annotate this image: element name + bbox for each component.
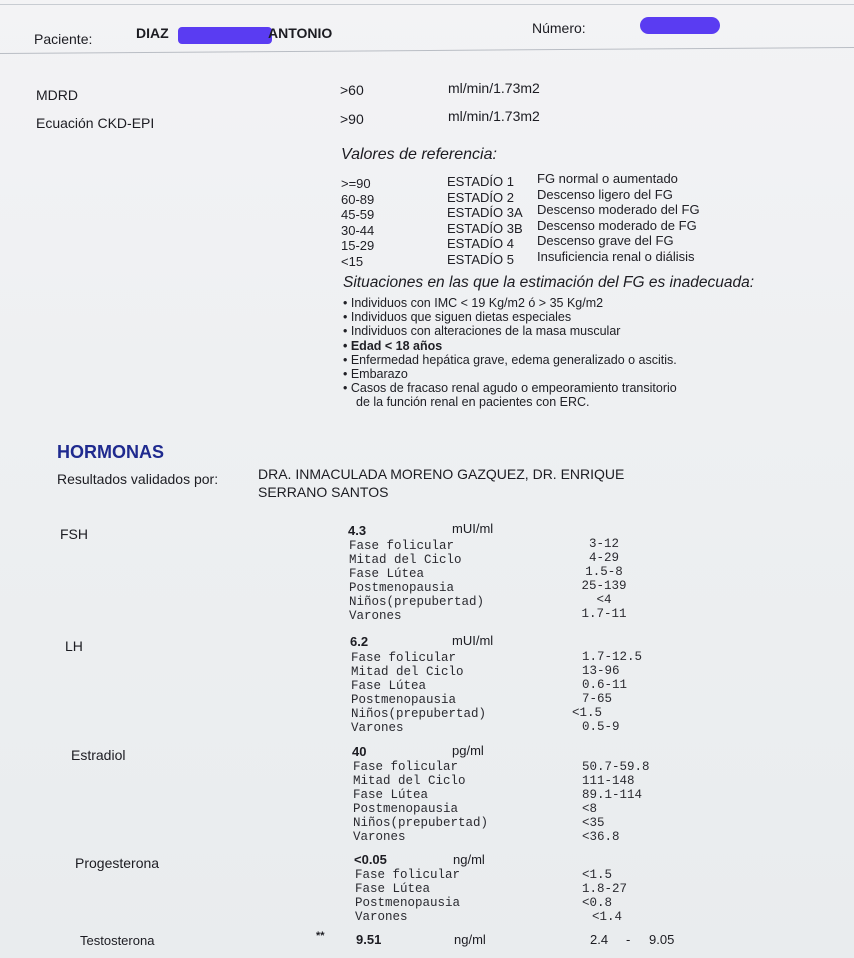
range-value: 89.1-114 (582, 788, 643, 802)
stage-description: Descenso ligero del FG (537, 186, 673, 202)
test-name-estradiol: Estradiol (71, 747, 126, 763)
mdrd-value: >60 (340, 82, 364, 98)
stage-descriptions (537, 171, 700, 264)
stage-name: ESTADÍO 1 (447, 174, 514, 189)
test-value-lh: 6.2 (350, 634, 369, 649)
number-label: Número: (532, 20, 586, 36)
range-value: 1.8-27 (582, 882, 628, 896)
range-value: <8 (582, 802, 598, 816)
ckd-label: Ecuación CKD-EPI (36, 115, 155, 131)
phase-label: Niños(prepubertad) (349, 595, 485, 609)
out-of-range-flag: ** (316, 930, 325, 942)
situation-item: • Casos de fracaso renal agudo o empeoramiento transitorio (343, 381, 677, 396)
stage-range: 15-29 (341, 238, 375, 253)
phase-label: Postmenopausia (353, 802, 459, 816)
phase-label: Postmenopausia (355, 896, 461, 910)
range-value: <0.8 (582, 896, 613, 910)
stage-name: ESTADÍO 5 (447, 251, 514, 267)
stage-description: FG normal o aumentado (537, 171, 678, 186)
stage-names (447, 174, 523, 267)
situations-list (343, 296, 677, 410)
range-value: 25-139 (581, 579, 627, 593)
test-value-estradiol: 40 (352, 744, 367, 759)
phase-label: Niños(prepubertad) (351, 707, 487, 721)
test-name-testosterona: Testosterona (80, 933, 155, 948)
ckd-unit: ml/min/1.73m2 (448, 108, 540, 124)
phases-progesterona (355, 868, 460, 924)
test-unit-fsh: mUI/ml (452, 521, 494, 536)
range-value: 1.7-12.5 (582, 650, 643, 664)
phase-label: Varones (351, 721, 404, 735)
range-value: <4 (596, 593, 612, 607)
stage-name: ESTADÍO 3B (447, 220, 523, 236)
range-low-testosterona: 2.4 (590, 932, 609, 947)
range-value: 7-65 (582, 692, 613, 706)
range-value: 50.7-59.8 (582, 760, 650, 774)
phase-label: Mitad del Ciclo (353, 774, 466, 788)
range-value: <1.5 (582, 868, 613, 882)
stage-ranges (341, 176, 374, 269)
situation-item: de la función renal en pacientes con ERC. (356, 395, 590, 410)
stage-name: ESTADÍO 2 (447, 189, 514, 205)
range-value: 1.7-11 (581, 607, 627, 621)
situation-item: • Edad < 18 años (343, 338, 443, 353)
test-unit-estradiol: pg/ml (452, 743, 484, 758)
mdrd-unit: ml/min/1.73m2 (448, 80, 540, 96)
ranges-fsh (572, 537, 636, 621)
range-value: 4-29 (588, 551, 619, 565)
stage-description: Insuficiencia renal o diálisis (537, 248, 695, 264)
range-value: <36.8 (582, 830, 620, 844)
stage-range: >=90 (341, 176, 371, 191)
patient-name-redaction (178, 27, 272, 44)
phase-label: Varones (349, 609, 402, 623)
phase-label: Varones (353, 830, 406, 844)
phase-label: Mitad del Ciclo (351, 665, 464, 679)
stage-range: 45-59 (341, 207, 375, 222)
stage-description: Descenso grave del FG (537, 233, 674, 248)
test-unit-lh: mUI/ml (452, 633, 494, 648)
ranges-lh (572, 650, 642, 734)
ckd-value: >90 (340, 111, 364, 127)
test-name-fsh: FSH (60, 526, 88, 542)
ranges-progesterona (582, 868, 627, 924)
stage-description: Descenso moderado del FG (537, 202, 700, 217)
stage-description: Descenso moderado de FG (537, 217, 697, 233)
validated-by-line1: DRA. INMACULADA MORENO GAZQUEZ, DR. ENRIQUE (258, 466, 625, 482)
phase-label: Fase folicular (351, 651, 457, 665)
test-name-progesterona: Progesterona (75, 855, 160, 871)
patient-first-name: DIAZ (136, 25, 169, 41)
range-value: 0.5-9 (582, 720, 620, 734)
phase-label: Postmenopausia (349, 581, 455, 595)
phases-fsh (349, 539, 484, 623)
test-unit-progesterona: ng/ml (453, 852, 485, 867)
test-value-fsh: 4.3 (348, 523, 367, 538)
phase-label: Fase Lútea (353, 788, 429, 802)
top-rule (0, 4, 854, 5)
range-high-testosterona: 9.05 (649, 932, 675, 947)
test-name-lh: LH (65, 638, 83, 654)
stage-name: ESTADÍO 4 (447, 236, 514, 251)
phase-label: Fase Lútea (351, 679, 427, 693)
range-value: 1.5-8 (585, 565, 623, 579)
range-value: 0.6-11 (582, 678, 628, 692)
hormonas-title: HORMONAS (57, 442, 164, 462)
situation-item: • Embarazo (343, 367, 408, 382)
header-rule (0, 47, 854, 54)
stage-name: ESTADÍO 3A (447, 205, 523, 220)
number-redaction (640, 17, 720, 34)
phases-estradiol (353, 760, 488, 844)
phase-label: Fase Lútea (355, 882, 431, 896)
reference-title: Valores de referencia: (341, 146, 497, 163)
ranges-estradiol (582, 760, 650, 844)
range-value: 3-12 (588, 537, 619, 551)
situation-item: • Individuos con IMC < 19 Kg/m2 ó > 35 Kg/m2 (343, 296, 604, 310)
range-value: 111-148 (582, 774, 635, 788)
validated-by-line2: SERRANO SANTOS (258, 484, 389, 500)
situations-title: Situaciones en las que la estimación del FG es inadecuada: (343, 274, 754, 291)
stage-range: 60-89 (341, 191, 375, 207)
patient-label: Paciente: (34, 31, 93, 47)
phase-label: Postmenopausia (351, 693, 457, 707)
phase-label: Fase folicular (349, 539, 455, 553)
phases-lh (351, 651, 486, 735)
stage-range: <15 (341, 253, 364, 269)
test-unit-testosterona: ng/ml (454, 932, 486, 947)
situation-item: • Individuos con alteraciones de la masa muscular (343, 324, 621, 339)
phase-label: Fase folicular (355, 868, 461, 882)
stage-range: 30-44 (341, 222, 375, 238)
range-value: <1.4 (592, 910, 623, 924)
situation-item: • Individuos que siguen dietas especiales (343, 310, 572, 325)
mdrd-label: MDRD (36, 87, 78, 103)
range-dash-testosterona: - (626, 932, 631, 947)
phase-label: Mitad del Ciclo (349, 553, 462, 567)
range-value: <35 (582, 816, 605, 830)
situation-item: • Enfermedad hepática grave, edema generalizado o ascitis. (343, 352, 677, 367)
range-value: 13-96 (582, 664, 620, 678)
range-value: <1.5 (572, 706, 603, 720)
phase-label: Fase Lútea (349, 567, 425, 581)
validated-label: Resultados validados por: (57, 471, 219, 487)
phase-label: Varones (355, 910, 408, 924)
phase-label: Fase folicular (353, 760, 459, 774)
phase-label: Niños(prepubertad) (353, 816, 489, 830)
patient-last-name: ANTONIO (268, 25, 333, 41)
test-value-progesterona: <0.05 (354, 852, 387, 867)
test-value-testosterona: 9.51 (356, 932, 382, 947)
